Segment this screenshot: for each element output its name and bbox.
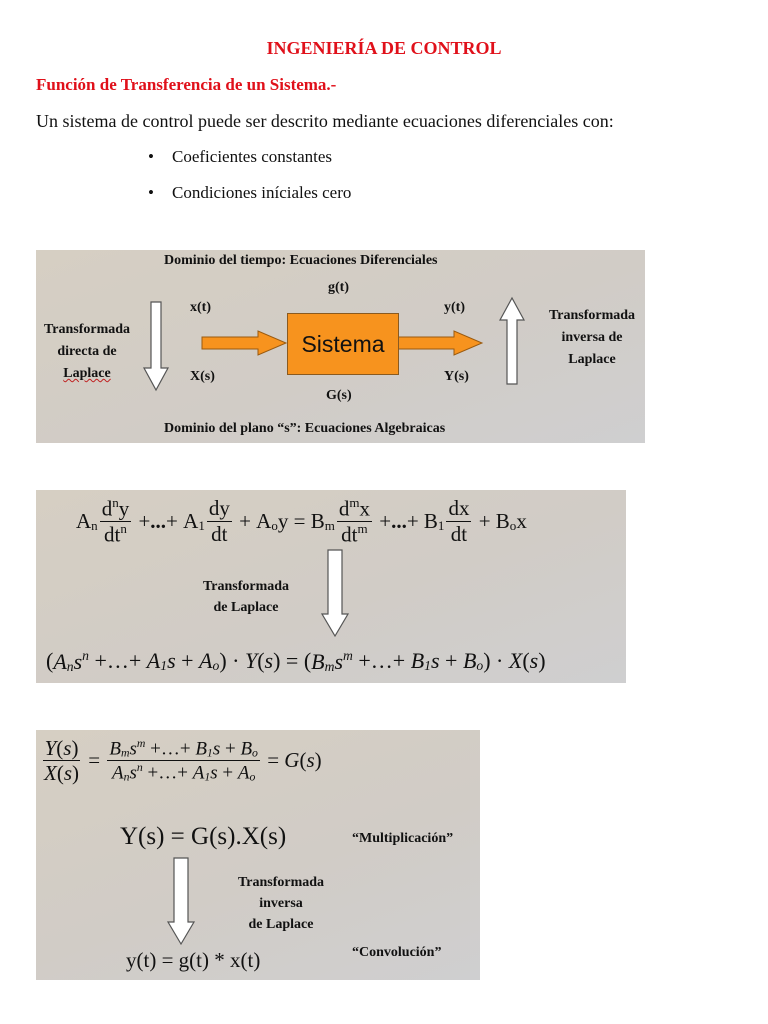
- label-line: Laplace: [568, 352, 616, 367]
- system-label: Sistema: [301, 330, 385, 357]
- input-arrow-icon: [202, 331, 286, 355]
- transfer-function-diagram: [36, 250, 645, 443]
- multiplication-equation: Y(s) = G(s).X(s): [120, 823, 287, 850]
- down-arrow-icon: [322, 550, 348, 636]
- convolution-equation: y(t) = g(t) * x(t): [126, 948, 261, 972]
- label-line: de Laplace: [248, 917, 314, 932]
- document-title: INGENIERÍA DE CONTROL: [266, 38, 502, 58]
- label-line: directa de: [57, 344, 117, 359]
- transfer-function-equation: $\frac{Y(s)}{X(s)}$ = $\frac{B_ms^m +\dots+ B_1s + B_o}{A_ns^n +\dots+ A_1s + A_o}$ = G(s): [44, 736, 322, 786]
- multiplication-label: “Multiplicación”: [352, 831, 454, 846]
- bullet-item: • Condiciones iníciales cero: [148, 183, 352, 202]
- inverse-transform-label: [226, 872, 336, 935]
- label-line: Transformada: [237, 875, 325, 890]
- label-line: Transformada: [548, 308, 636, 323]
- bullet-text: Coeficientes constantes: [172, 147, 333, 166]
- system-block: [287, 313, 399, 375]
- bullet-item: • Coeficientes constantes: [148, 147, 333, 166]
- output-arrow-icon: [398, 331, 482, 355]
- s-domain-label: Dominio del plano “s”: Ecuaciones Algebraicas: [164, 421, 446, 436]
- intro-paragraph: Un sistema de control puede ser descrito mediante ecuaciones diferenciales con:: [36, 111, 614, 131]
- bullet-text: Condiciones iníciales cero: [172, 183, 352, 202]
- down-arrow-icon: [168, 858, 194, 944]
- label-line: Laplace: [63, 366, 111, 381]
- differential-equation: $A_n$ $\frac{d^ny}{dt^n}$ +...+ $A_1$ $\frac{dy}{dt}$ + $A_oy = B_m$ $\frac{d^mx}{dt^m}$ +...+ $B_1$ $\frac{dx}{dt}$ + $B_ox$: [76, 495, 527, 547]
- differential-equation-box: [36, 490, 626, 683]
- label-line: inversa: [259, 896, 303, 911]
- transfer-function-box: [36, 730, 480, 980]
- label-line: Transformada: [43, 322, 131, 337]
- input-s-label: X(s): [190, 369, 215, 384]
- transfer-function-label: G(s): [326, 388, 352, 403]
- algebraic-equation: ( $A_ns^n$ +…+ $A_1s$ + $A_o$ ) · Y ( s ) = ( $B_ms^m$ +…+ $B_1s$ + $B_o$ ) · X ( s ): [46, 648, 546, 674]
- input-time-label: x(t): [190, 300, 211, 315]
- label-line: Transformada: [202, 579, 290, 594]
- section-subtitle: Función de Transferencia de un Sistema.-: [36, 75, 337, 94]
- up-arrow-icon: [500, 298, 524, 384]
- label-line: inversa de: [561, 330, 623, 345]
- label-line: de Laplace: [213, 600, 279, 615]
- output-s-label: Y(s): [444, 369, 469, 384]
- impulse-response-label: g(t): [328, 280, 349, 295]
- down-arrow-icon: [144, 302, 168, 390]
- output-time-label: y(t): [444, 300, 465, 315]
- inverse-arrow: [36, 730, 480, 980]
- time-domain-label: Dominio del tiempo: Ecuaciones Diferenciales: [164, 253, 438, 268]
- convolution-label: “Convolución”: [352, 945, 442, 960]
